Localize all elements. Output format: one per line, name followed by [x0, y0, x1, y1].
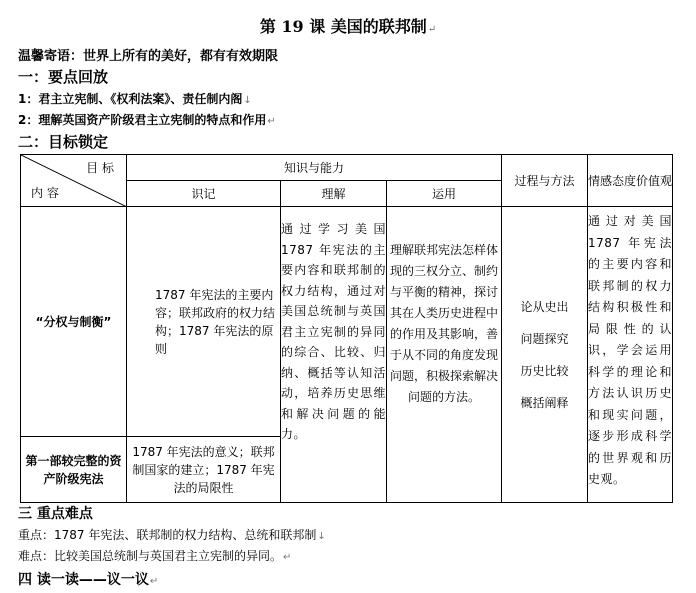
process-header-text: 过程与方法 [514, 173, 575, 188]
paragraph-mark-icon: ↵ [283, 552, 292, 563]
section2-heading [18, 131, 108, 152]
section3-heading [18, 503, 93, 523]
emotion-header-text: 情感态度价值观 [588, 173, 673, 188]
row1-recall [127, 207, 281, 437]
diag-top-label: 目 标 [86, 161, 114, 175]
row2-recall-text: 1787 年宪法的意义；联邦制国家的建立；1787 年宪法的局限性 [132, 444, 275, 495]
apply-header-text: 运用 [431, 186, 456, 201]
apply-text: 理解联邦宪法怎样体现的三权分立、制约与平衡的精神，探讨其在人类历史进程中的作用及其影响，善于从不同的角度发现问题，积极探索解决问题的方法。 [389, 243, 498, 404]
row1-recall-text: 1787 年宪法的主要内容；联邦政府的权力结构；1787 年宪法的原则 [155, 287, 276, 356]
row2-label [21, 437, 127, 503]
understand-text: 通过学习美国 1787 年宪法的主要内容和联邦制的权力结构，通过对美国总统制与英国君主立宪制的异同的综合、比较、归纳、概括等认知活动，培养历史思维和解决问题的能力。 [281, 222, 386, 441]
section1-item1 [18, 90, 252, 107]
row1-label-text: “分权与制衡” [35, 314, 112, 329]
row2-label-text: 第一部较完整的资产阶级宪法 [25, 453, 122, 486]
section3-difficulty-text: 难点：比较美国总统制与英国君主立宪制的异同。 [18, 549, 283, 563]
section3-heading-text: 三 重点难点 [18, 506, 93, 522]
page-title [0, 14, 696, 37]
recall-header [127, 181, 281, 207]
paragraph-mark-icon: ↵ [427, 24, 437, 35]
process-header [502, 155, 588, 207]
motto [18, 45, 278, 64]
paragraph-mark-icon: ↓ [317, 531, 326, 542]
process-item: 概括阐释 [520, 395, 569, 410]
process-cell [502, 207, 588, 503]
objectives-table [20, 154, 673, 503]
section1-item2-text: 2：理解英国资产阶级君主立宪制的特点和作用 [18, 113, 267, 127]
understand-header [281, 181, 387, 207]
section1-item2 [18, 111, 276, 128]
understand-cell [281, 207, 387, 503]
diagonal-header-cell [21, 155, 127, 207]
emotion-text: 通过对美国 1787 年宪法的主要内容和联邦制的权力结构积极性和局限性的认识，学会运用科学的理论和方法认识历史和现实问题，逐步形成科学的世界观和历史观。 [588, 214, 672, 486]
knowledge-header-text: 知识与能力 [283, 160, 344, 175]
paragraph-mark-icon: ↵ [149, 576, 159, 587]
emotion-cell [588, 207, 673, 503]
apply-cell [387, 207, 502, 503]
section4-heading-text: 四 读一读——议一议 [18, 572, 149, 588]
paragraph-mark-icon: ↵ [267, 116, 276, 127]
page-title-text: 第 19 课 美国的联邦制 [259, 17, 427, 36]
knowledge-header [127, 155, 502, 181]
section2-heading-text: 二：目标锁定 [18, 133, 109, 151]
section1-heading [18, 66, 108, 87]
process-item: 问题探究 [520, 331, 569, 346]
paragraph-mark-icon: ↓ [243, 95, 252, 106]
section1-heading-text: 一：要点回放 [18, 68, 109, 86]
section1-item1-text: 1：君主立宪制、《权利法案》、责任制内阁 [18, 92, 243, 106]
row2-recall [127, 437, 281, 503]
motto-text: 温馨寄语：世界上所有的美好，都有有效期限 [18, 49, 279, 64]
section3-difficulty [18, 547, 291, 564]
understand-header-text: 理解 [321, 186, 346, 201]
recall-header-text: 识记 [191, 186, 216, 201]
diag-bottom-label: 内 容 [31, 186, 59, 200]
process-item: 历史比较 [520, 363, 569, 378]
section3-focus [18, 526, 326, 543]
emotion-header [588, 155, 673, 207]
apply-header [387, 181, 502, 207]
row1-label [21, 207, 127, 437]
section4-heading [18, 569, 158, 589]
section3-focus-text: 重点：1787 年宪法、联邦制的权力结构、总统和联邦制 [18, 528, 317, 542]
process-item: 论从史出 [520, 299, 569, 314]
